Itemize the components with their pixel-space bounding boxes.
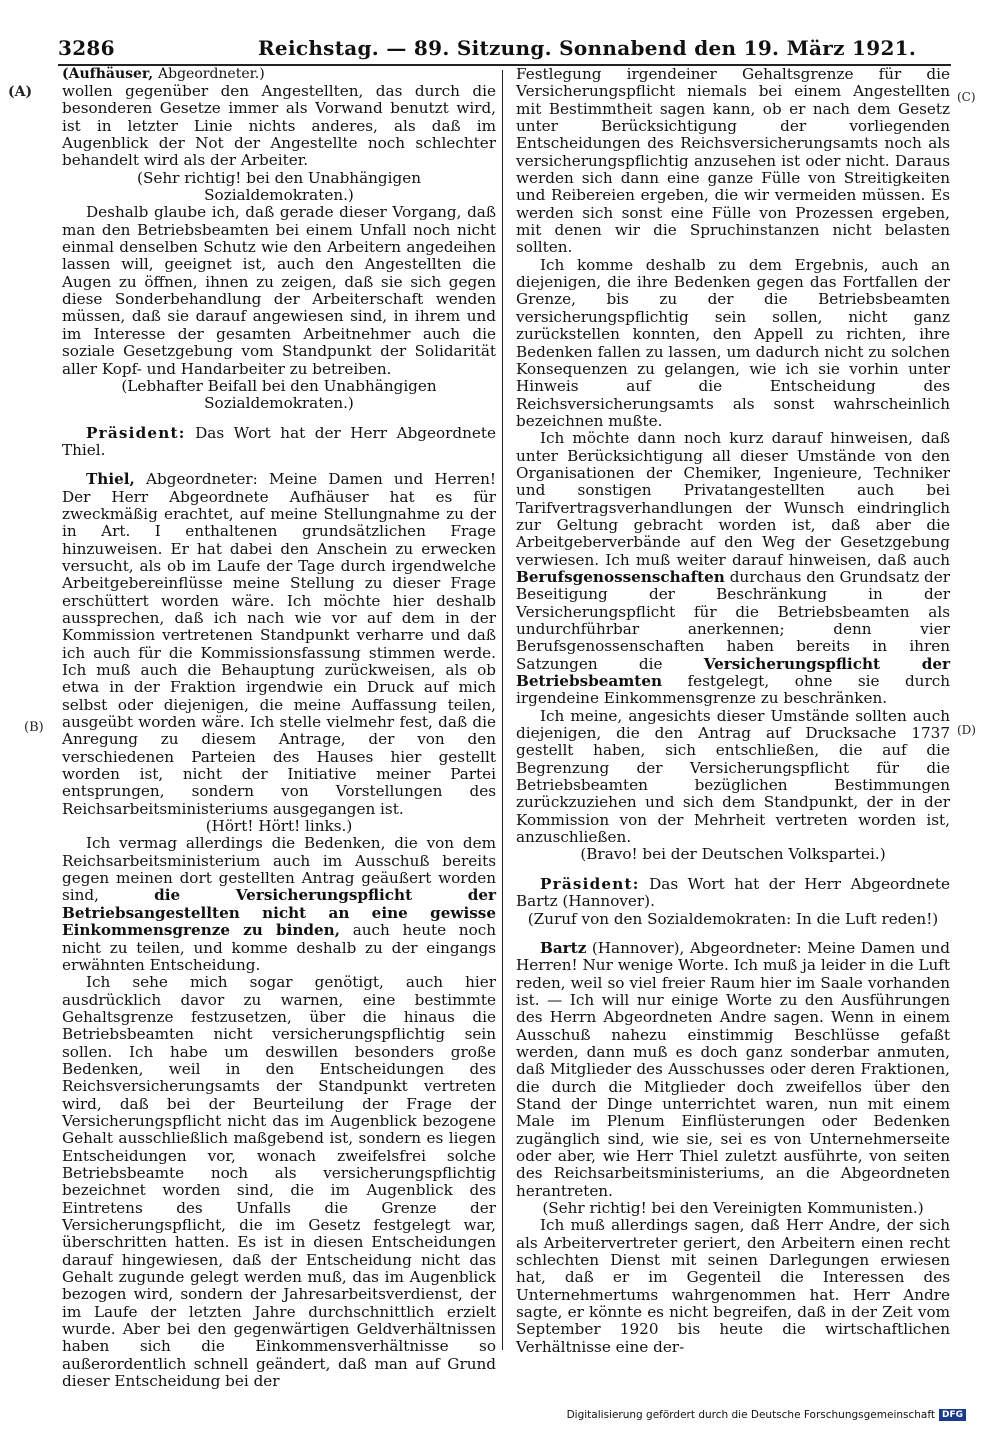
paragraph: Ich sehe mich sogar genötigt, auch hier ausdrücklich davor zu warnen, eine bestimmte Gehaltsgrenze festzusetzen, über die hinaus die Betriebsbeamten nicht versicherungspflichtig sein sollen. Ich habe um deswillen besonders große Bedenken, weil in den Entscheidungen des Reichsversicherungsamts der Standpunkt vertreten wird, daß bei der Beurteilung der Frage der Versicherungspflicht nicht das im Augenblick bezogene Gehalt ausschließlich maßgebend ist, sondern es liegen Entscheidungen vor, wonach zweifelsfrei solche Betriebsbeamte noch als versicherungspflichtig bezeichnet worden sind, die im Augenblick des Eintretens des Unfalls die Grenze der Versicherungspflicht, die im Gesetz festgelegt war, überschritten hatten. Es ist in diesen Entscheidungen darauf hingewiesen, daß der Entscheidung nicht das Gehalt zugunde gelegt werden muß, das im Augenblick bezogen wird, sondern der Jahresarbeitsverdienst, der im Laufe der letzten Jahre durchschnittlich erzielt wurde. Aber bei den gegenwärtigen Geldverhältnissen haben sich die Einkommensverhältnisse so außerordentlich schnell geändert, daß man auf Grund dieser Entscheidung bei der	[62, 973, 496, 1391]
speaker-label: Thiel,	[86, 470, 135, 489]
footer-text: Digitalisierung gefördert durch die Deutsche Forschungsgemeinschaft	[566, 1409, 935, 1421]
running-header	[58, 36, 917, 62]
paragraph: Festlegung irgendeiner Gehaltsgrenze für die Versicherungspflicht niemals bei einem Angestellten mit Bestimmtheit sagen kann, ob er nach dem Gesetz unter Berücksichtigung der vorliegenden Entscheidungen des Reichsversicherungsamts noch als versicherungspflichtig anzusehen ist oder nicht. Daraus werden sich dann eine ganze Fülle von Streitigkeiten und Reibereien ergeben, die wir vermeiden müssen. Es werden sich sonst eine Fülle von Prozessen ergeben, mit denen wir die Spruchinstanzen nicht belasten sollten.	[516, 65, 950, 257]
digitization-footer	[567, 1409, 966, 1421]
paragraph: Ich möchte dann noch kurz darauf hinweisen, daß unter Berücksichtigung all dieser Umstände von den Organisationen der Chemiker, Ingenieure, Techniker und sonstigen Privatangestellten auch bei Tarifvertragsverhandlungen der Wunsch eindringlich zur Geltung gebracht worden ist, daß aber die Arbeitgeberverbände auf den Weg der Gesetzgebung verwiesen. Ich muß weiter darauf hinweisen, daß auch Berufsgenossenschaften durchaus den Grundsatz der Beseitigung der Beschränkung in der Versicherungspflicht für die Betriebsbeamten als undurchführbar anerkennen; denn vier Berufsgenossenschaften haben bereits in ihren Satzungen die Versicherungspflicht der Betriebsbeamten festgelegt, ohne sie durch irgendeine Einkommensgrenze zu beschränken.	[516, 429, 951, 708]
interjection: (Hört! Hört! links.)	[205, 817, 353, 836]
margin-marker-c: (C)	[957, 90, 976, 104]
interjection: (Sehr richtig! bei den Vereinigten Kommunisten.)	[542, 1199, 924, 1217]
interjection: (Bravo! bei der Deutschen Volkspartei.)	[580, 845, 886, 864]
interjection: (Lebhafter Beifall bei den Unabhängigen Sozialdemokraten.)	[121, 376, 437, 413]
speaker-label: Bartz	[540, 938, 587, 957]
president-remark: Präsident: Das Wort hat der Herr Abgeordnete Thiel.	[62, 423, 496, 459]
emphasis: Berufsgenossenschaften	[516, 567, 725, 586]
page-number: 3286	[58, 36, 115, 60]
margin-marker-d: (D)	[957, 723, 976, 737]
speaker-tag: (Aufhäuser, Abgeordneter.)	[62, 66, 265, 82]
interjection: (Zuruf von den Sozialdemokraten: In die Luft reden!)	[527, 909, 939, 928]
president-remark: Präsident: Das Wort hat der Herr Abgeordnete Bartz (Hannover).	[516, 874, 950, 911]
left-column	[62, 66, 496, 1390]
paragraph: Ich meine, angesichts dieser Umstände sollten auch diejenigen, die den Antrag auf Drucksache 1737 gestellt haben, sich entschließen, die auf die Begrenzung der Versicherungspflicht für die Betriebsbeamten bezüglichen Bestimmungen zurückzuziehen und sich dem Standpunkt, der in der Kommission von der Mehrheit vertreten worden ist, anzuschließen.	[516, 706, 950, 847]
dfg-logo: DFG	[939, 1409, 966, 1421]
header-title: Reichstag. — 89. Sitzung. Sonnabend den 19. März 1921.	[258, 36, 917, 60]
paragraph: Ich vermag allerdings die Bedenken, die von dem Reichsarbeitsministerium auch im Ausschuß bereits gegen meinen dort gestellten Antrag geäußert worden sind, die Versicherungspflicht der Betriebsangestellten nicht an eine gewisse Einkommensgrenze zu binden, auch heute noch nicht zu teilen, und komme deshalb zu der eingangs erwähnten Entscheidung.	[62, 834, 497, 974]
emphasis: Versicherungspflicht der Betriebsbeamten	[516, 654, 950, 691]
interjection: (Sehr richtig! bei den Unabhängigen Sozialdemokraten.)	[137, 168, 421, 205]
emphasis: die Versicherungspflicht der Betriebsangestellten nicht an eine gewisse Einkommensgrenze zu binden,	[62, 886, 497, 940]
paragraph: Deshalb glaube ich, daß gerade dieser Vorgang, daß man den Betriebsbeamten bei einem Unfall noch nicht einmal denselben Schutz wie den Arbeitern angedeihen lassen will, geeignet ist, auch den Angestellten die Augen zu öffnen, ihnen zu zeigen, daß sie sich gegen diese Sonderbehandlung der Arbeiterschaft wenden müssen, daß sie darauf angewiesen sind, in ihrem und im Interesse der gesamten Arbeitnehmer auch die soziale Gesetzgebung vom Standpunkt der Solidarität aller Kopf- und Handarbeiter zu betreiben.	[62, 203, 496, 378]
paragraph: wollen gegenüber den Angestellten, das durch die besonderen Gesetze immer als Vorwand benutzt wird, ist in letzter Linie nichts anderes, als daß im Augenblick der Not der Angestellte noch schlechter behandelt wird als der Arbeiter.	[62, 82, 496, 170]
speech-thiel: Thiel, Abgeordneter: Meine Damen und Herren! Der Herr Abgeordnete Aufhäuser hat es für zweckmäßig erachtet, auf meine Stellungnahme zu der in Art. I enthaltenen grundsätzlichen Frage hinzuweisen. Er hat dabei den Anschein zu erwecken versucht, als ob im Laufe der Tage durch irgendwelche Arbeitgebereinflüsse meine Stellung zu dieser Frage erschüttert worden wäre. Ich möchte hier deshalb aussprechen, daß ich nach wie vor auf dem in der Kommission vertretenen Standpunkt verharre und daß ich auch für die Kommissionsfassung stimmen werde. Ich muß auch die Behauptung zurückweisen, als ob etwa in der Fraktion irgendwie ein Druck auf mich selbst oder diejenigen, die meine Auffassung teilen, ausgeübt worden wäre. Ich stelle vielmehr fest, daß die Anregung zu diesem Antrage, der von den verschiedenen Parteien des Hauses hier gestellt worden ist, nicht der Initiative meiner Partei entsprungen, sondern von Vorstellungen des Reichsarbeitsministeriums ausgegangen ist.	[62, 470, 496, 818]
margin-marker-b: (B)	[24, 720, 44, 735]
right-column	[516, 66, 950, 1356]
speaker-label: Präsident:	[540, 874, 640, 893]
column-divider	[502, 70, 503, 1350]
speaker-label: Präsident:	[86, 423, 186, 442]
paragraph: Ich muß allerdings sagen, daß Herr Andre, der sich als Arbeitervertreter geriert, den Arbeitern einen recht schlechten Dienst mit seinen Darlegungen erwiesen hat, daß er im Gegenteil die Interessen des Unternehmertums wahrgenommen hat. Herr Andre sagte, er könnte es nicht begreifen, daß in der Zeit vom September 1920 bis heute die wirtschaftlichen Verhältnisse eine der-	[516, 1216, 950, 1356]
margin-marker-a: (A)	[8, 84, 33, 100]
speech-bartz: Bartz (Hannover), Abgeordneter: Meine Damen und Herren! Nur wenige Worte. Ich muß ja leider in die Luft reden, weil so viel freier Raum hier im Saale vorhanden ist. — Ich will nur einige Worte zu den Ausführungen des Herrn Abgeordneten Andre sagen. Wenn in einem Ausschuß nahezu einstimmig Beschlüsse gefaßt werden, dann muß es doch ganz sonderbar anmuten, daß Mitglieder des Ausschusses oder deren Fraktionen, die durch die Mitglieder doch zweifellos über den Stand der Dinge unterrichtet waren, nun mit einem Male im Plenum Einflüsterungen oder Bedenken zugänglich sind, wie sie, sei es von Unternehmerseite oder aber, wie Herr Thiel zuletzt ausführte, von seiten des Reichsarbeitsministeriums, an die Abgeordneten herantreten.	[516, 938, 950, 1200]
paragraph: Ich komme deshalb zu dem Ergebnis, auch an diejenigen, die ihre Bedenken gegen das Fortfallen der Grenze, bis zu der die Betriebsbeamten versicherungspflichtig sein sollen, nicht ganz zurückstellen konnten, den Appell zu richten, ihre Bedenken fallen zu lassen, um dadurch nicht zu solchen Konsequenzen zu gelangen, wie ich sie vorhin unter Hinweis auf die Entscheidung des Reichsversicherungsamts als sonst wahrscheinlich bezeichnen mußte.	[516, 255, 950, 430]
